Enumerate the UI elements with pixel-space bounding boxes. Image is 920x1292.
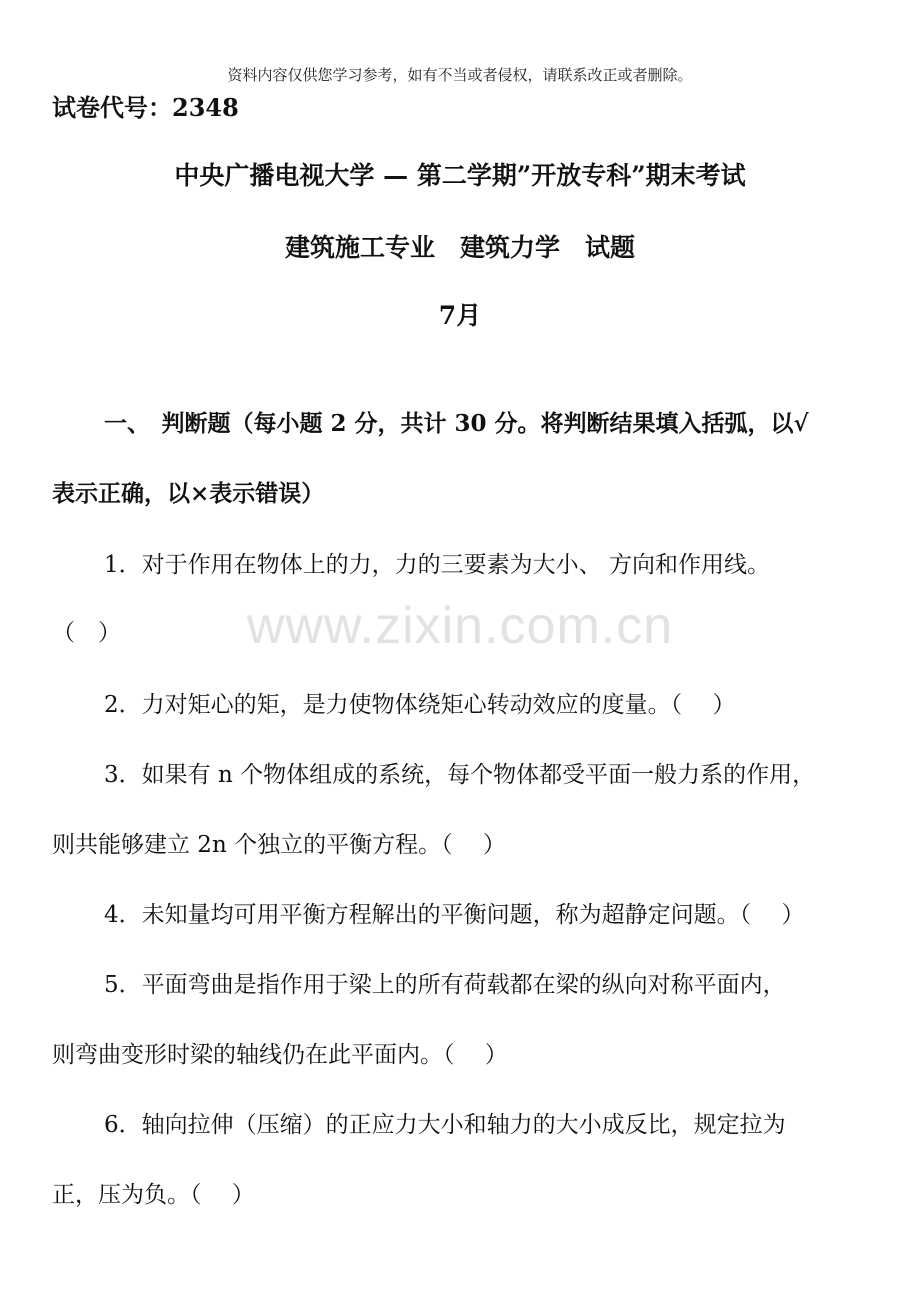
exam-title: 中央广播电视大学 — 第二学期”开放专科”期末考试 [174,161,746,190]
section-heading: 一、 判断题（每小题 2 分，共计 30 分。将判断结果填入括弧，以√ [104,410,809,437]
question-1: 1．对于作用在物体上的力，力的三要素为大小、 方向和作用线。 [104,552,770,578]
disclaimer-text: 资料内容仅供您学习参考，如有不当或者侵权，请联系改正或者删除。 [227,66,693,84]
question-5: 5．平面弯曲是指作用于梁上的所有荷载都在梁的纵向对称平面内， [104,972,786,998]
section-heading-continued: 表示正确，以×表示错误） [52,480,325,507]
question-3: 3．如果有 n 个物体组成的系统，每个物体都受平面一般力系的作用， [104,762,816,788]
question-6: 6．轴向拉伸（压缩）的正应力大小和轴力的大小成反比，规定拉为 [104,1112,786,1138]
question-6-continued: 正，压为负。（ ） [52,1182,255,1208]
exam-subtitle: 建筑施工专业 建筑力学 试题 [284,233,635,262]
watermark: www.zixin.com.cn [246,597,674,655]
question-1-answer: （ ） [52,620,121,646]
exam-date: 7月 [438,301,482,330]
question-2: 2．力对矩心的矩，是力使物体绕矩心转动效应的度量。（ ） [104,692,736,718]
question-5-continued: 则弯曲变形时梁的轴线仍在此平面内。（ ） [52,1042,508,1068]
question-4: 4．未知量均可用平衡方程解出的平衡问题，称为超静定问题。（ ） [104,902,805,928]
exam-code: 试卷代号：2348 [52,93,239,122]
question-3-continued: 则共能够建立 2n 个独立的平衡方程。（ ） [52,832,506,858]
